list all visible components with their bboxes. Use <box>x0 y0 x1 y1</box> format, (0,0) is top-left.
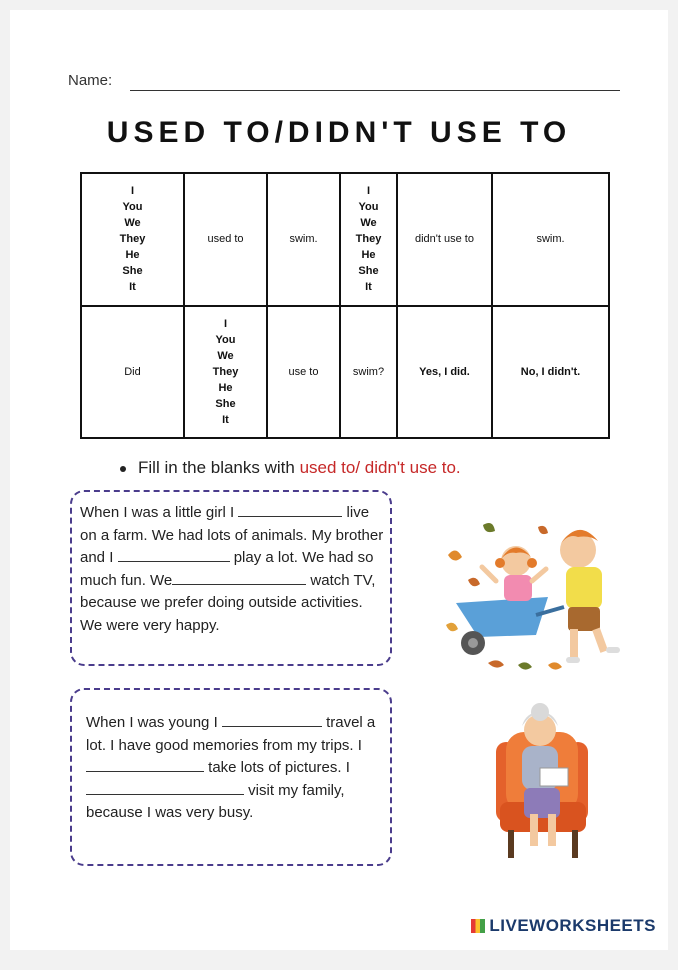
pronoun: I <box>223 317 228 330</box>
pronoun: We <box>124 217 141 230</box>
instruction-text: Fill in the blanks with <box>138 458 300 477</box>
blank-input[interactable] <box>222 712 322 727</box>
pronoun: She <box>122 265 143 278</box>
exercise-text: visit my family, because I was very busy. <box>86 781 345 821</box>
blank-input[interactable] <box>238 502 342 517</box>
question-object-cell: swim? <box>340 306 397 439</box>
pronoun: She <box>215 397 236 410</box>
exercise-box-1 <box>70 490 392 666</box>
blank-input[interactable] <box>118 547 230 562</box>
pronoun: It <box>129 281 136 294</box>
pronoun: They <box>119 233 146 246</box>
bullet-icon <box>120 466 126 472</box>
used-to-cell: used to <box>184 173 267 306</box>
exercise-text: play a lot. We had so much fun. We <box>80 549 374 589</box>
pronoun: They <box>212 365 239 378</box>
pronoun: I <box>130 185 135 198</box>
pronoun: We <box>360 217 377 230</box>
grammar-table <box>80 172 610 439</box>
exercise-text: travel a lot. I have good memories from my trips. I <box>86 714 376 754</box>
no-answer-cell: No, I didn't. <box>492 306 609 439</box>
exercise-text: live on a farm. We had lots of animals. My brother and I <box>80 504 384 566</box>
table-row-question <box>81 306 609 439</box>
name-label: Name: <box>68 72 113 89</box>
name-input-line[interactable] <box>130 90 620 91</box>
pronoun: You <box>215 333 236 346</box>
object-cell-2: swim. <box>492 173 609 306</box>
pronoun: We <box>217 349 234 362</box>
pronoun: They <box>355 233 382 246</box>
instruction <box>120 458 461 478</box>
worksheet-title: USED TO/DIDN'T USE TO <box>106 116 572 149</box>
pronoun: You <box>358 201 379 214</box>
didnt-use-to-cell: didn't use to <box>397 173 492 306</box>
pronoun: He <box>125 249 140 262</box>
pronoun-cell-3 <box>184 306 267 439</box>
pronoun-cell <box>81 173 184 306</box>
pronoun-cell-2 <box>340 173 397 306</box>
blank-input[interactable] <box>86 757 204 772</box>
kids-wheelbarrow-illustration <box>428 515 648 675</box>
liveworksheets-logo <box>471 916 656 936</box>
exercise-text: take lots of pictures. I <box>204 759 350 776</box>
table-row-affirmative-negative <box>81 173 609 306</box>
blank-input[interactable] <box>172 570 306 585</box>
pronoun: I <box>366 185 371 198</box>
use-to-cell: use to <box>267 306 340 439</box>
pronoun: She <box>358 265 379 278</box>
did-cell: Did <box>81 306 184 439</box>
liveworksheets-logo-icon <box>471 919 485 933</box>
exercise-box-2 <box>70 688 392 866</box>
object-cell: swim. <box>267 173 340 306</box>
exercise-text: When I was young I <box>86 714 222 731</box>
pronoun: It <box>365 281 372 294</box>
pronoun: It <box>222 413 229 426</box>
instruction-highlight: used to/ didn't use to. <box>299 458 461 477</box>
worksheet-page <box>10 10 668 950</box>
pronoun: He <box>361 249 376 262</box>
exercise-text: watch TV, because we prefer doing outside activities. We were very happy. <box>80 571 376 634</box>
blank-input[interactable] <box>86 780 244 795</box>
pronoun: He <box>218 381 233 394</box>
yes-answer-cell: Yes, I did. <box>397 306 492 439</box>
pronoun: You <box>122 201 143 214</box>
brand-text: LIVEWORKSHEETS <box>489 916 656 935</box>
grandmother-armchair-illustration <box>482 702 602 862</box>
exercise-text: When I was a little girl I <box>80 504 239 521</box>
